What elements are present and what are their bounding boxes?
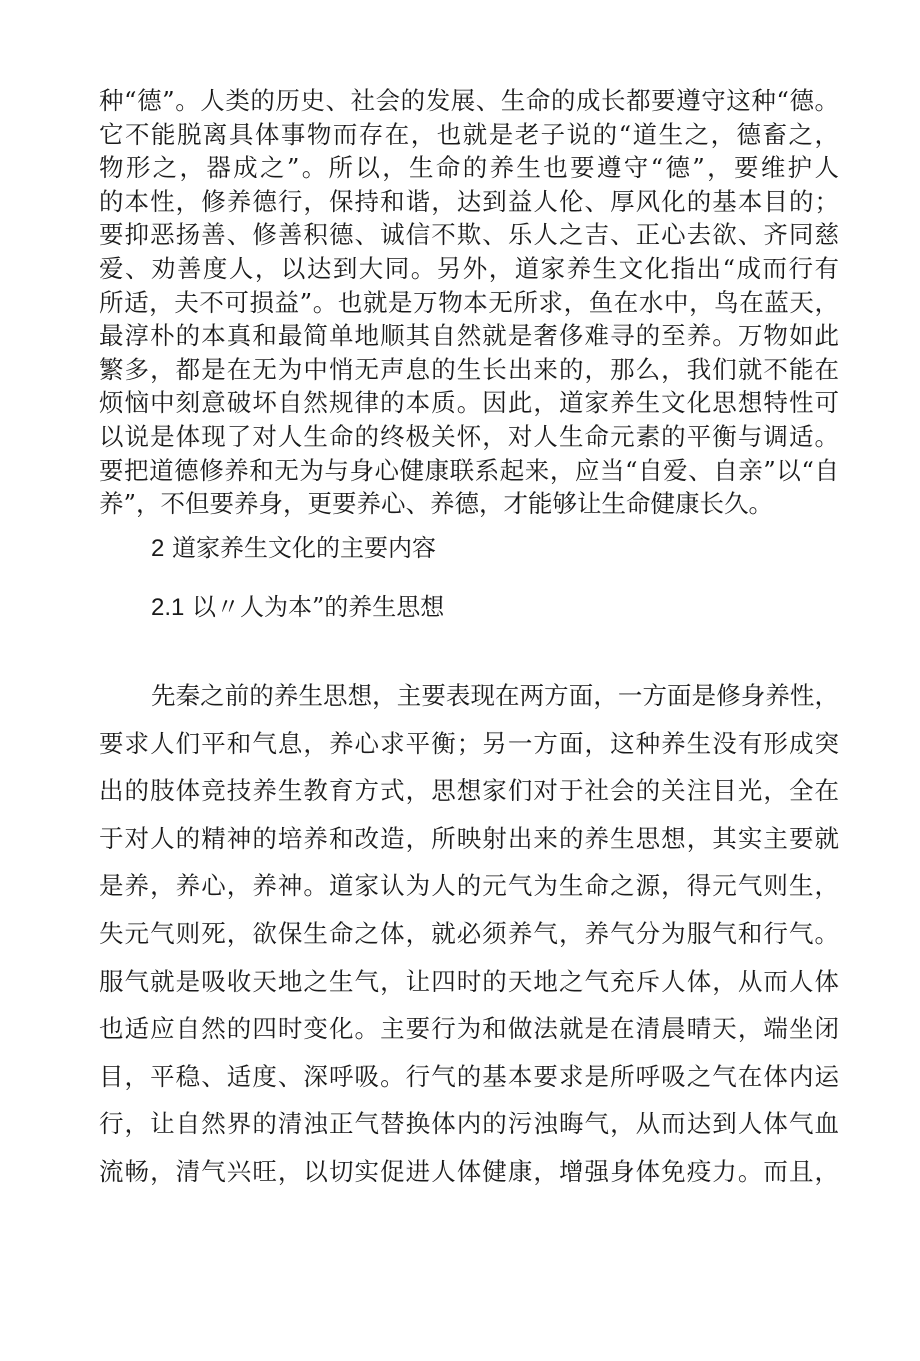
paragraph-line: 要求人们平和气息，养心求平衡；另一方面，这种养生没有形成突: [99, 728, 839, 758]
paragraph-line: 物形之，器成之”。所以，生命的养生也要遵守“德”，要维护人: [99, 153, 839, 183]
paragraph-line: 是养，养心，养神。道家认为人的元气为生命之源，得元气则生，: [99, 871, 839, 901]
paragraph-line: 繁多，都是在无为中悄无声息的生长出来的，那么，我们就不能在: [99, 354, 839, 384]
paragraph-dao-virtue: [99, 84, 839, 521]
paragraph-line: 烦恼中刻意破坏自然规律的本质。因此，道家养生文化思想特性可: [99, 388, 839, 418]
paragraph-line: 种“德”。人类的历史、社会的发展、生命的成长都要遵守这种“德。: [99, 86, 839, 115]
paragraph-line: 先秦之前的养生思想，主要表现在两方面，一方面是修身养性，: [151, 681, 839, 710]
paragraph-line: 也适应自然的四时变化。主要行为和做法就是在清晨晴天，端坐闭: [99, 1014, 839, 1044]
paragraph-line: 于对人的精神的培养和改造，所映射出来的养生思想，其实主要就: [99, 823, 839, 853]
subsection-number: 2.1: [151, 594, 185, 621]
paragraph-line: 行，让自然界的清浊正气替换体内的污浊晦气，从而达到人体气血: [99, 1109, 839, 1139]
section-heading: [151, 533, 436, 564]
paragraph-line: 出的肢体竞技养生教育方式，思想家们对于社会的关注目光，全在: [99, 776, 839, 806]
subsection-title: 以〃人为本”的养生思想: [192, 593, 445, 621]
paragraph-line: 最淳朴的本真和最简单地顺其自然就是奢侈难寻的至养。万物如此: [99, 321, 839, 351]
paragraph-line: 爱、劝善度人，以达到大同。另外，道家养生文化指出“成而行有: [99, 253, 839, 283]
paragraph-line: 要把道德修养和无为与身心健康联系起来，应当“自爱、自亲”以“自: [99, 455, 839, 485]
subsection-heading: [151, 592, 444, 623]
paragraph-line: 服气就是吸收天地之生气，让四时的天地之气充斥人体，从而人体: [99, 966, 839, 996]
paragraph-line: 它不能脱离具体事物而存在，也就是老子说的“道生之，德畜之，: [99, 119, 839, 149]
paragraph-line: 以说是体现了对人生命的终极关怀，对人生命元素的平衡与调适。: [99, 421, 839, 451]
paragraph-line: 流畅，清气兴旺，以切实促进人体健康，增强身体免疫力。而且，: [99, 1156, 839, 1186]
paragraph-line: 所适，夫不可损益”。也就是万物本无所求，鱼在水中，鸟在蓝天，: [99, 287, 839, 317]
section-title: 道家养生文化的主要内容: [172, 534, 436, 562]
section-number: 2: [151, 535, 165, 562]
paragraph-line: 养”，不但要养身，更要养心、养德，才能够让生命健康长久。: [99, 489, 774, 519]
paragraph-line: 目，平稳、适度、深呼吸。行气的基本要求是所呼吸之气在体内运: [99, 1061, 839, 1091]
paragraph-line: 要抑恶扬善、修善积德、诚信不欺、乐人之吉、正心去欲、齐同慈: [99, 220, 839, 250]
paragraph-line: 的本性，修养德行，保持和谐，达到益人伦、厚风化的基本目的；: [99, 186, 839, 216]
paragraph-line: 失元气则死，欲保生命之体，就必须养气，养气分为服气和行气。: [99, 918, 839, 948]
paragraph-pre-qin-health: [99, 672, 839, 1196]
